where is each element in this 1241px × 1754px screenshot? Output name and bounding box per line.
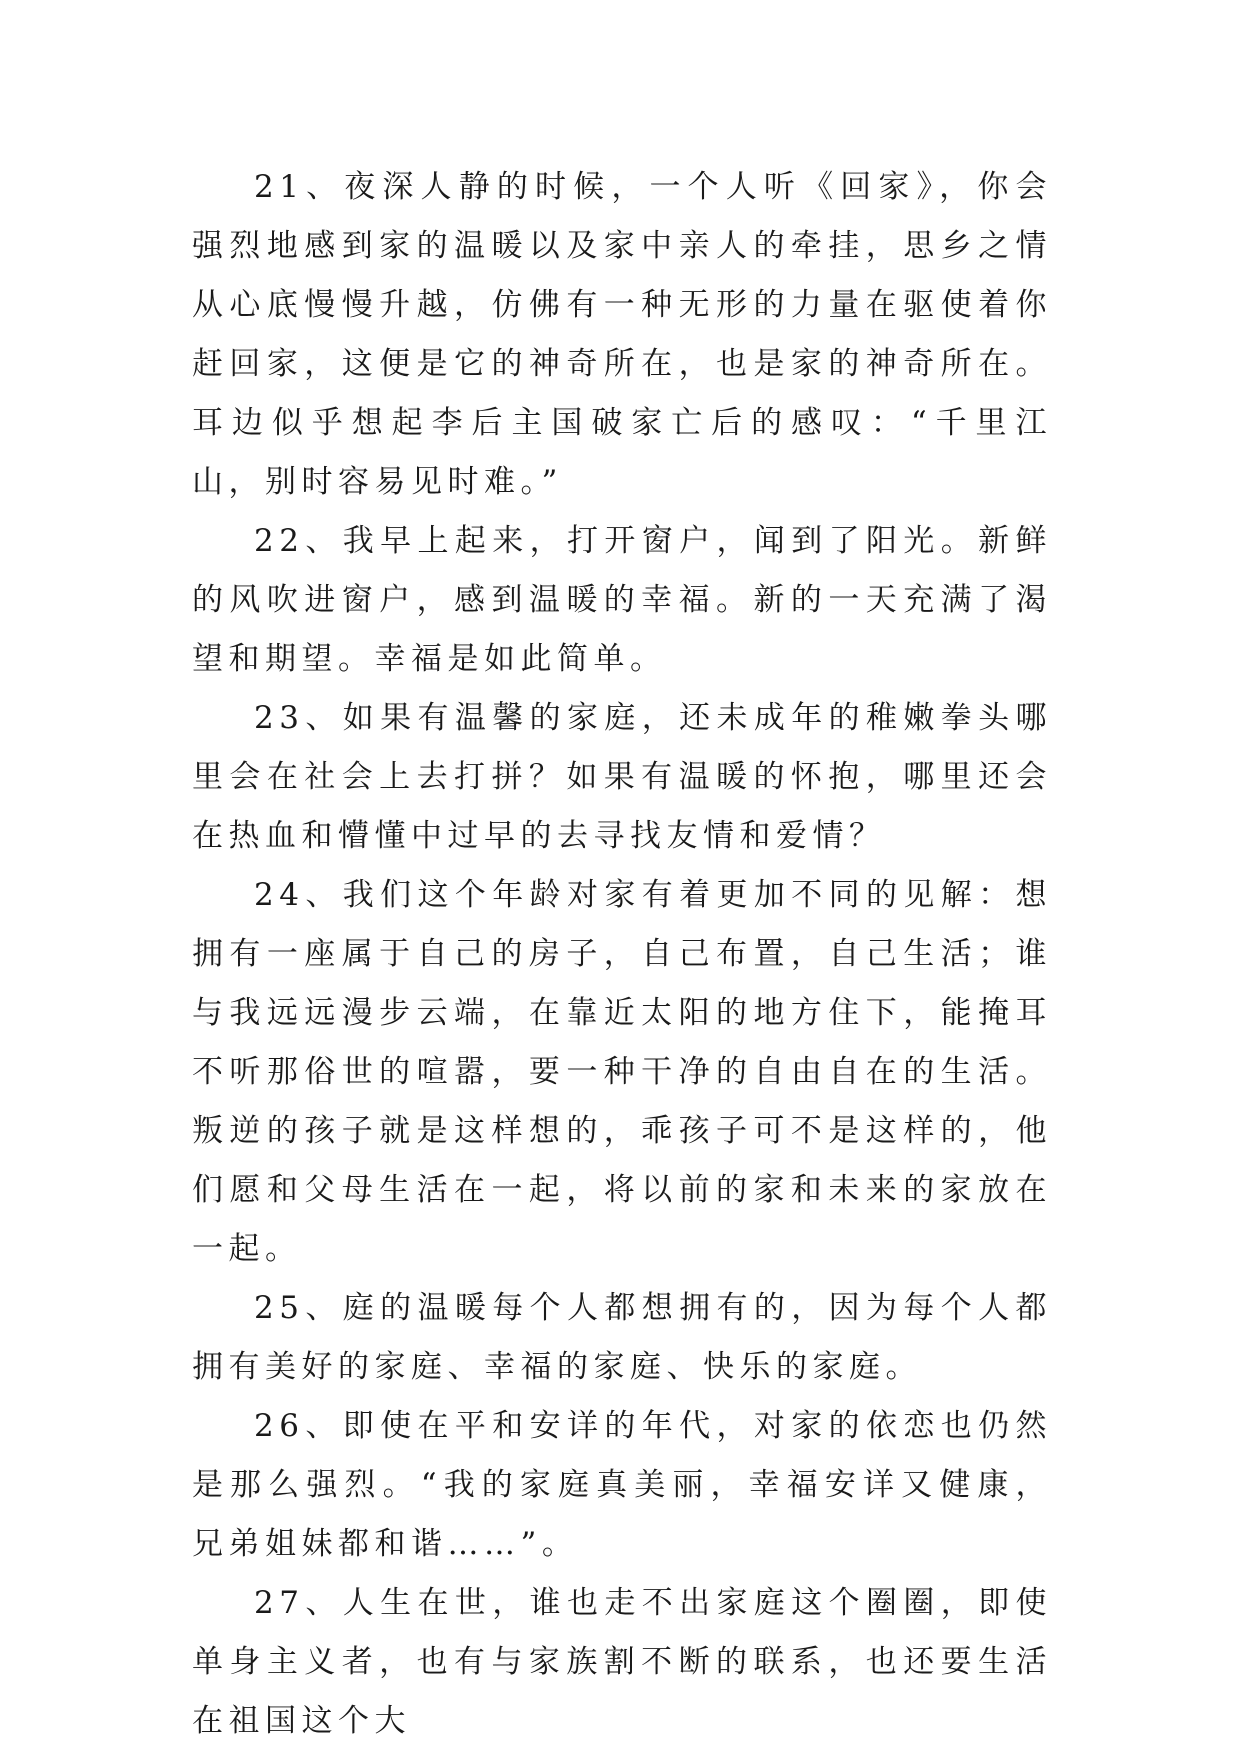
- document-body: [192, 158, 1052, 1751]
- paragraph-22: 22、我早上起来，打开窗户，闻到了阳光。新鲜的风吹进窗户，感到温暖的幸福。新的一天充满了渴望和期望。幸福是如此简单。: [192, 523, 1052, 677]
- paragraph-23: 23、如果有温馨的家庭，还未成年的稚嫩拳头哪里会在社会上去打拼？如果有温暖的怀抱，哪里还会在热血和懵懂中过早的去寻找友情和爱情？: [192, 700, 1052, 854]
- paragraph-26: 26、即使在平和安详的年代，对家的依恋也仍然是那么强烈。“我的家庭真美丽，幸福安详又健康，兄弟姐妹都和谐……”。: [192, 1408, 1052, 1562]
- paragraph-25: 25、庭的温暖每个人都想拥有的，因为每个人都拥有美好的家庭、幸福的家庭、快乐的家庭。: [192, 1290, 1052, 1385]
- paragraph-24: 24、我们这个年龄对家有着更加不同的见解：想拥有一座属于自己的房子，自己布置，自己生活；谁与我远远漫步云端，在靠近太阳的地方住下，能掩耳不听那俗世的喧嚣，要一种干净的自由自在的生活。叛逆的孩子就是这样想的，乖孩子可不是这样的，他们愿和父母生活在一起，将以前的家和未来的家放在一起。: [192, 877, 1052, 1267]
- paragraph-27: 27、人生在世，谁也走不出家庭这个圈圈，即使单身主义者，也有与家族割不断的联系，也还要生活在祖国这个大: [192, 1585, 1052, 1739]
- paragraph-21: 21、夜深人静的时候，一个人听《回家》，你会强烈地感到家的温暖以及家中亲人的牵挂，思乡之情从心底慢慢升越，仿佛有一种无形的力量在驱使着你赶回家，这便是它的神奇所在，也是家的神奇所在。耳边似乎想起李后主国破家亡后的感叹：“千里江山，别时容易见时难。”: [192, 169, 1052, 500]
